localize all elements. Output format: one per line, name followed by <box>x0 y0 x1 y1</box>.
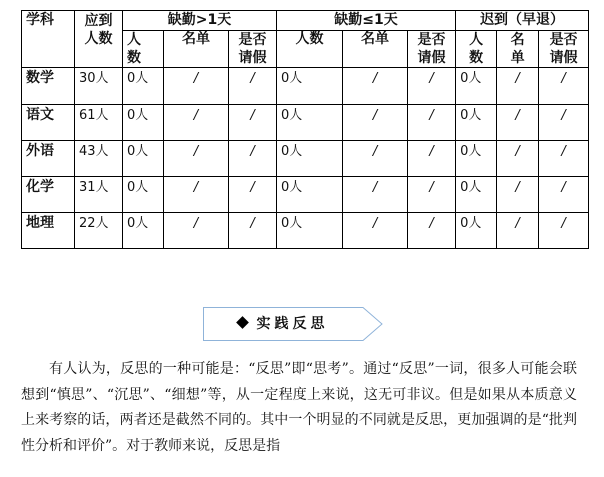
late-leave-cell: / <box>539 177 589 213</box>
absent-over-leave-cell: / <box>229 177 277 213</box>
absent-over-count-cell: 0人 <box>123 68 164 105</box>
absent-over-names-cell: / <box>164 141 229 177</box>
subject-cell: 外语 <box>22 141 75 177</box>
late-count-cell: 0人 <box>456 68 497 105</box>
absent-over-leave-cell: / <box>229 68 277 105</box>
expected-cell: 22人 <box>75 213 123 249</box>
subheader-names: 名 单 <box>497 31 539 68</box>
absent-over-names-cell: / <box>164 213 229 249</box>
table-row <box>22 213 589 249</box>
absent-over-names-cell: / <box>164 177 229 213</box>
absent-within-names-cell: / <box>343 213 408 249</box>
absent-within-names-cell: / <box>343 177 408 213</box>
paragraph-text: 有人认为，反思的一种可能是：“反思”即“思考”。通过“反思”一词，很多人可能会联想到“慎思”、“沉思”、“细想”等，从一定程度上来说，这无可非议。但是如果从本质意义上来考察的话，两者还是截然不同的。其中一个明显的不同就是反思，更加强调的是“批判性分析和评价”。对于教师来说，反思是指 <box>21 361 577 454</box>
absent-over-count-cell: 0人 <box>123 213 164 249</box>
absent-within-count-cell: 0人 <box>277 141 343 177</box>
absent-within-names-cell: / <box>343 68 408 105</box>
section-banner <box>203 307 383 341</box>
subheader-names: 名单 <box>343 31 408 68</box>
attendance-table <box>21 10 589 249</box>
late-leave-cell: / <box>539 141 589 177</box>
expected-cell: 43人 <box>75 141 123 177</box>
table-row <box>22 141 589 177</box>
table-row <box>22 68 589 105</box>
subheader-names: 名单 <box>164 31 229 68</box>
absent-over-count-cell: 0人 <box>123 177 164 213</box>
absent-within-leave-cell: / <box>408 68 456 105</box>
subheader-leave: 是否请假 <box>229 31 277 68</box>
absent-within-leave-cell: / <box>408 105 456 141</box>
absent-within-names-cell: / <box>343 141 408 177</box>
subheader-count: 人 数 <box>123 31 164 68</box>
late-names-cell: / <box>497 105 539 141</box>
absent-within-leave-cell: / <box>408 177 456 213</box>
late-leave-cell: / <box>539 213 589 249</box>
section-title-text: 实践反思 <box>256 316 329 332</box>
subheader-leave: 是否请假 <box>408 31 456 68</box>
late-names-cell: / <box>497 177 539 213</box>
absent-over-count-cell: 0人 <box>123 141 164 177</box>
absent-within-count-cell: 0人 <box>277 177 343 213</box>
section-title <box>203 307 363 341</box>
subject-cell: 地理 <box>22 213 75 249</box>
late-names-cell: / <box>497 68 539 105</box>
header-absent-within-1day: 缺勤≤1天 <box>277 11 456 31</box>
subheader-count: 人 数 <box>456 31 497 68</box>
expected-cell: 61人 <box>75 105 123 141</box>
late-leave-cell: / <box>539 68 589 105</box>
subheader-leave: 是否请假 <box>539 31 589 68</box>
expected-cell: 31人 <box>75 177 123 213</box>
late-count-cell: 0人 <box>456 213 497 249</box>
header-subject: 学科 <box>22 11 75 68</box>
late-leave-cell: / <box>539 105 589 141</box>
absent-over-leave-cell: / <box>229 213 277 249</box>
table-row <box>22 177 589 213</box>
absent-within-leave-cell: / <box>408 213 456 249</box>
late-names-cell: / <box>497 213 539 249</box>
absent-over-names-cell: / <box>164 68 229 105</box>
absent-over-names-cell: / <box>164 105 229 141</box>
header-expected: 应到人数 <box>75 11 123 68</box>
absent-within-leave-cell: / <box>408 141 456 177</box>
absent-within-count-cell: 0人 <box>277 213 343 249</box>
subject-cell: 数学 <box>22 68 75 105</box>
subheader-count: 人数 <box>277 31 343 68</box>
late-count-cell: 0人 <box>456 177 497 213</box>
header-late: 迟到（早退） <box>456 11 589 31</box>
absent-within-names-cell: / <box>343 105 408 141</box>
late-count-cell: 0人 <box>456 141 497 177</box>
table-row <box>22 105 589 141</box>
diamond-icon <box>236 316 249 329</box>
late-names-cell: / <box>497 141 539 177</box>
absent-over-leave-cell: / <box>229 141 277 177</box>
expected-cell: 30人 <box>75 68 123 105</box>
body-paragraph <box>21 357 577 459</box>
subject-cell: 语文 <box>22 105 75 141</box>
absent-over-leave-cell: / <box>229 105 277 141</box>
header-absent-over-1day: 缺勤>1天 <box>123 11 277 31</box>
absent-within-count-cell: 0人 <box>277 105 343 141</box>
absent-over-count-cell: 0人 <box>123 105 164 141</box>
late-count-cell: 0人 <box>456 105 497 141</box>
subject-cell: 化学 <box>22 177 75 213</box>
absent-within-count-cell: 0人 <box>277 68 343 105</box>
